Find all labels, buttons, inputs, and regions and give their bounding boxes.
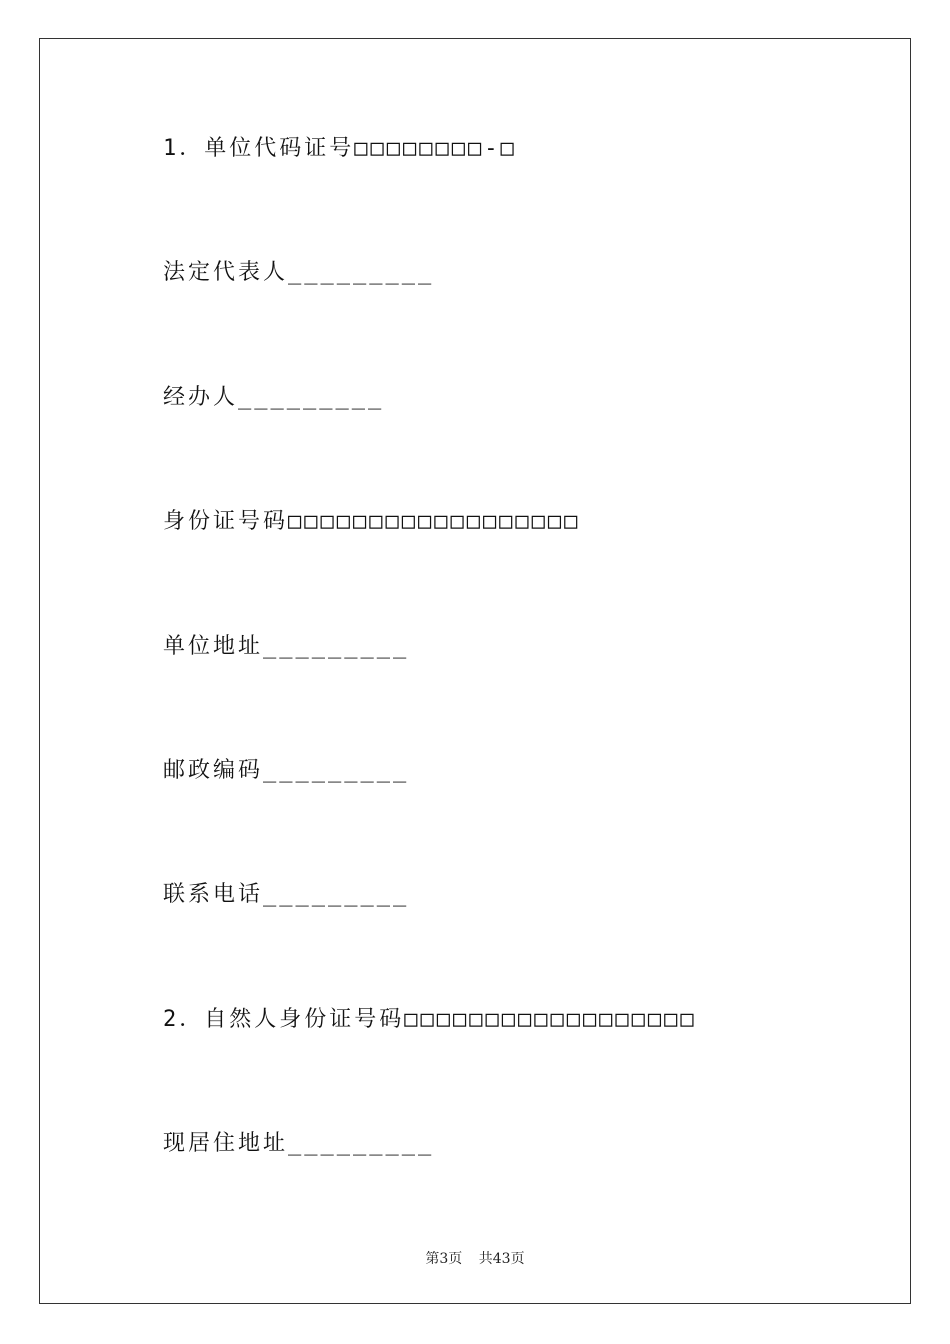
phone-text: 联系电话_________ (163, 882, 410, 907)
unit-address-text: 单位地址_________ (163, 634, 410, 659)
page-total: 共43页 (478, 1251, 525, 1267)
residence-address-text: 现居住地址_________ (163, 1131, 435, 1156)
legal-rep-line (163, 259, 434, 287)
phone-line (163, 881, 409, 909)
page-number: 第3页 (425, 1251, 463, 1267)
postal-code-line (163, 757, 409, 785)
residence-address-line (163, 1130, 434, 1158)
id-number-text: 身份证号码□□□□□□□□□□□□□□□□□□ (163, 509, 581, 534)
agent-line (163, 384, 384, 412)
legal-rep-text: 法定代表人_________ (163, 260, 435, 285)
natural-person-id-text: 2．自然人身份证号码□□□□□□□□□□□□□□□□□□ (163, 1007, 697, 1032)
unit-code-line (163, 135, 517, 163)
unit-code-text: 1．单位代码证号□□□□□□□□-□ (163, 136, 517, 161)
id-number-line (163, 508, 580, 536)
postal-code-text: 邮政编码_________ (163, 758, 410, 783)
unit-address-line (163, 633, 409, 661)
natural-person-id-line (163, 1006, 697, 1034)
page-border (39, 38, 911, 1304)
page-footer (0, 1248, 950, 1268)
agent-text: 经办人_________ (163, 385, 385, 410)
